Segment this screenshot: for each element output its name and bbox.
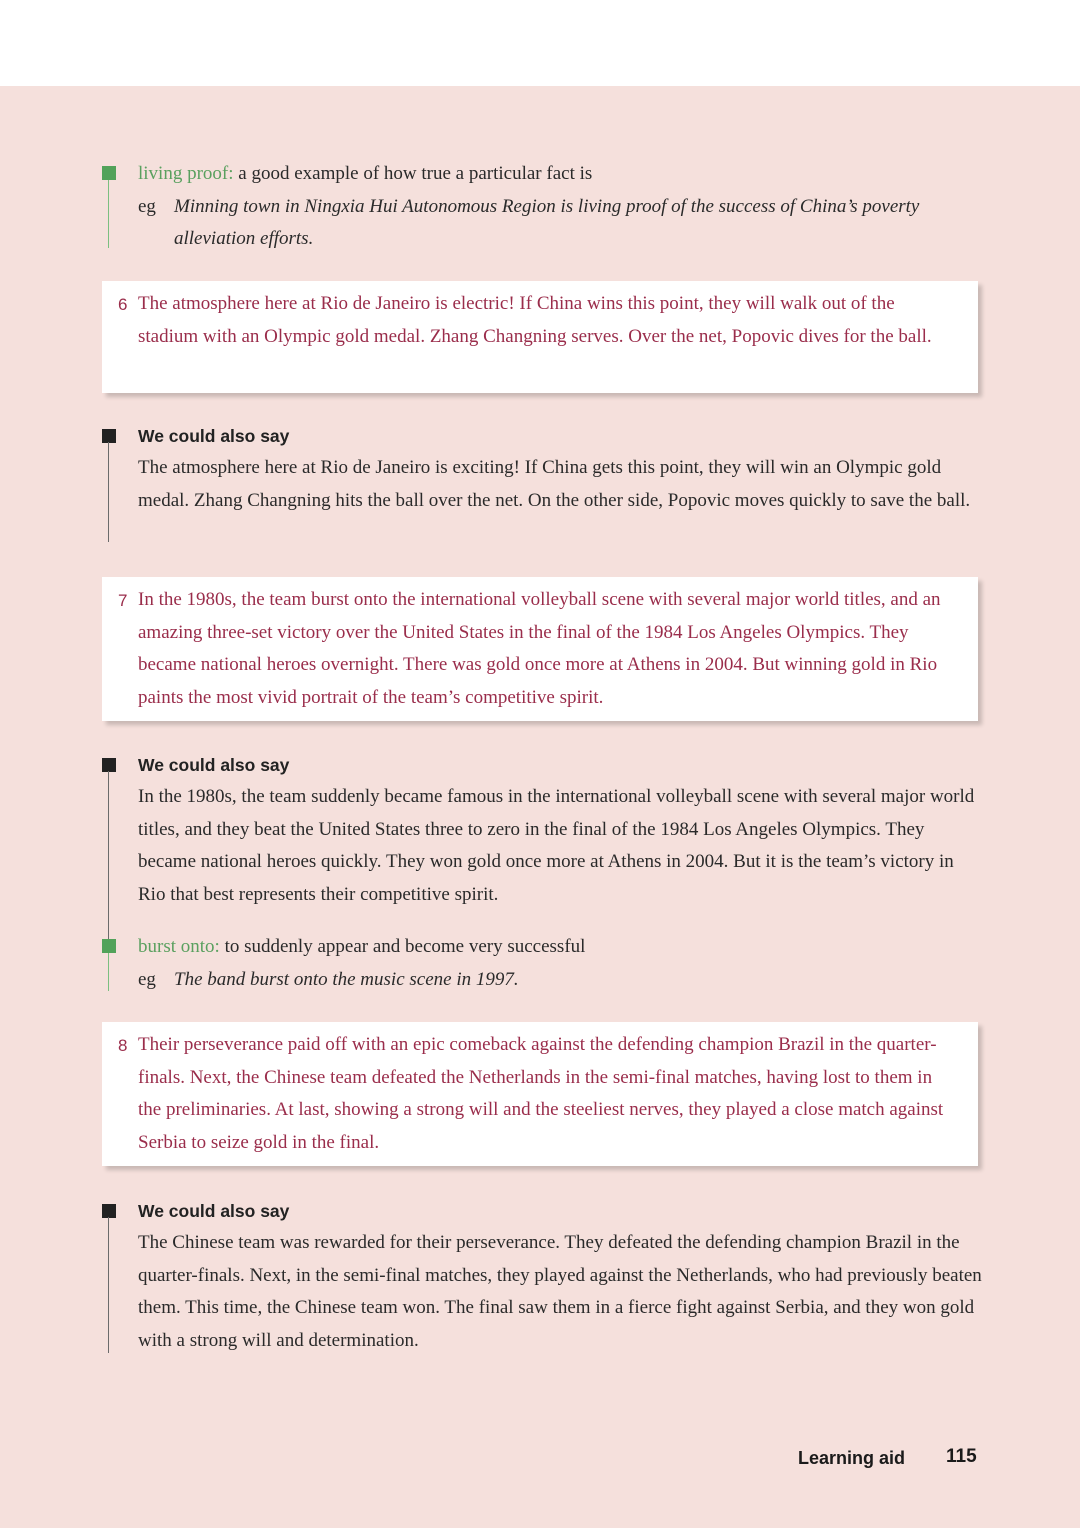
- could-also-say-title: We could also say: [138, 426, 290, 446]
- could-also-say-8: [102, 1195, 982, 1355]
- could-also-say-6: [102, 420, 982, 544]
- quote-text: Their perseverance paid off with an epic comeback against the defending champion Brazil in the quarter-finals. Next, the Chinese team defeated the Netherlands in the semi-final matches, having lost to them in the preliminaries. At last, showing a strong will and the steeliest nerves, they played a close match against Serbia to seize gold in the final.: [138, 1034, 944, 1153]
- eg-label: eg: [138, 195, 156, 217]
- green-square-marker: [102, 939, 116, 953]
- vocab-bracket-line: [108, 953, 109, 991]
- vocab-term: burst onto:: [138, 936, 220, 957]
- quote-box-7: [102, 577, 978, 721]
- bracket-line: [108, 1217, 109, 1353]
- quote-number: 6: [118, 295, 128, 314]
- vocab-example-line: [138, 964, 982, 997]
- section-label: Learning aid: [798, 1448, 906, 1468]
- black-square-marker: [102, 429, 116, 443]
- vocab-example-continued: alleviation efforts.: [174, 228, 314, 250]
- could-also-say-text: The Chinese team was rewarded for their perseverance. They defeated the defending champion Brazil in the quarter-finals. Next, in the semi-final matches, they played against the Netherlands, who had previously beaten them. This time, the Chinese team won. The final saw them in a fierce fight against Serbia, and they won gold with a strong will and determination.: [138, 1232, 982, 1351]
- quote-text: The atmosphere here at Rio de Janeiro is electric! If China wins this point, they will walk out of the stadium with an Olympic gold medal. Zhang Changning serves. Over the net, Popovic dives for the ball.: [138, 293, 932, 347]
- black-square-marker: [102, 1204, 116, 1218]
- black-square-marker: [102, 758, 116, 772]
- vocab-living-proof: [102, 158, 982, 250]
- could-also-say-title: We could also say: [138, 755, 290, 775]
- vocab-example: The band burst onto the music scene in 1997.: [174, 968, 519, 990]
- page-number: 115: [946, 1446, 977, 1467]
- quote-box-6: [102, 281, 978, 393]
- quote-number: 7: [118, 591, 128, 610]
- quote-number: 8: [118, 1036, 128, 1055]
- could-also-say-text: The atmosphere here at Rio de Janeiro is exciting! If China gets this point, they will win an Olympic gold medal. Zhang Changning hits the ball over the net. On the other side, Popovic moves quickly to save the ball.: [138, 457, 971, 511]
- vocab-bracket-line: [108, 180, 109, 248]
- vocab-definition-line: [138, 158, 982, 191]
- bracket-line: [108, 442, 109, 542]
- quote-box-8: [102, 1022, 978, 1166]
- vocab-definition-line: [138, 931, 982, 964]
- quote-text: In the 1980s, the team burst onto the international volleyball scene with several major world titles, and an amazing three-set victory over the United States in the final of the 1984 Los Angeles Olympics. They became national heroes overnight. There was gold once more at Athens in 2004. But winning gold in Rio paints the most vivid portrait of the team’s competitive spirit.: [138, 589, 941, 708]
- vocab-example-line: [138, 191, 982, 224]
- could-also-say-text: In the 1980s, the team suddenly became famous in the international volleyball scene with several major world titles, and they beat the United States three to zero in the final of the 1984 Los Angeles Olympics. They became national heroes quickly. They won gold once more at Athens in 2004. But it is the team’s victory in Rio that best represents their competitive spirit.: [138, 786, 975, 905]
- vocab-example: Minning town in Ningxia Hui Autonomous Region is living proof of the success of China’s poverty: [174, 195, 920, 217]
- vocab-definition: to suddenly appear and become very successful: [219, 936, 586, 957]
- could-also-say-title: We could also say: [138, 1201, 290, 1221]
- could-also-say-7: [102, 749, 982, 909]
- green-square-marker: [102, 166, 116, 180]
- vocab-term: living proof:: [138, 163, 234, 184]
- eg-label: eg: [138, 968, 156, 990]
- vocab-definition: a good example of how true a particular fact is: [233, 163, 593, 184]
- vocab-burst-onto: [102, 931, 982, 991]
